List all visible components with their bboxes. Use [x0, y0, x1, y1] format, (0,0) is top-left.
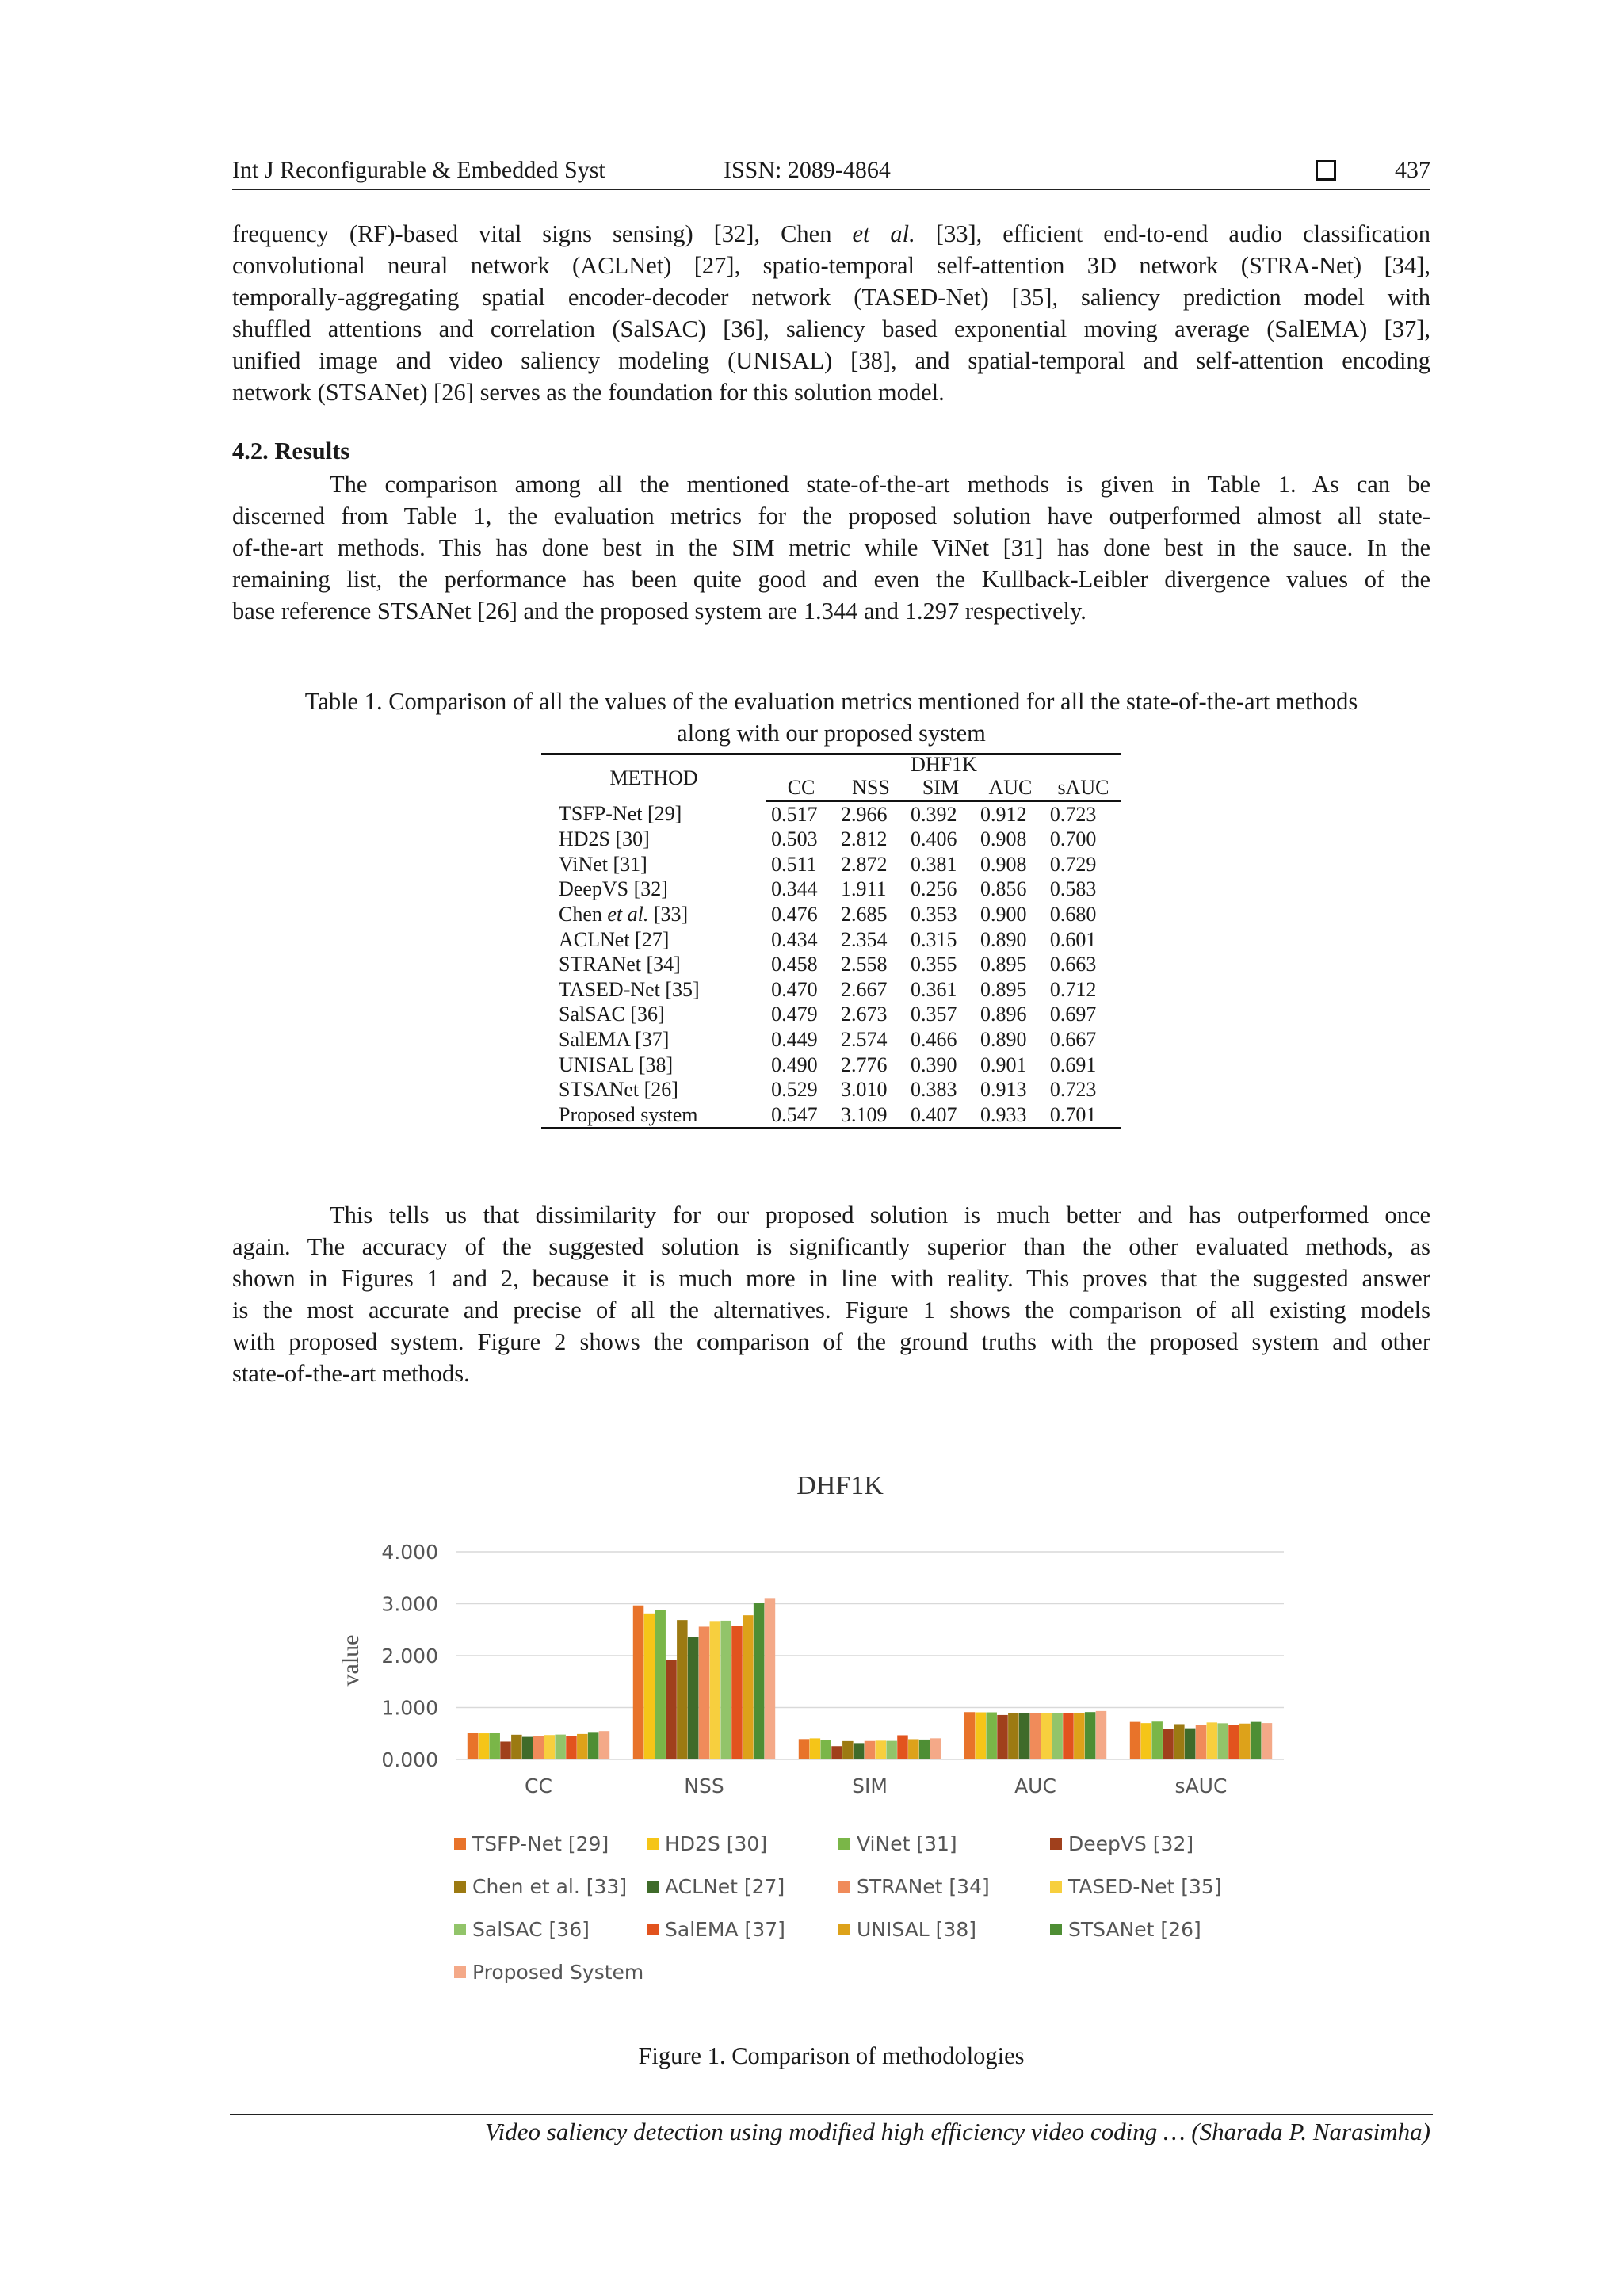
- value-cell: 1.911: [841, 877, 887, 901]
- legend-swatch: [454, 1881, 466, 1893]
- discussion-paragraph: [232, 1199, 1430, 1389]
- bar: [655, 1610, 666, 1759]
- y-tick-label: 2.000: [381, 1645, 438, 1668]
- bar: [1030, 1713, 1041, 1759]
- value-cell: 0.890: [980, 927, 1027, 951]
- bar: [986, 1713, 997, 1759]
- running-footer: Video saliency detection using modified high efficiency video coding … (Sharada P. Narasimha): [485, 2118, 1430, 2145]
- legend-swatch: [1050, 1838, 1062, 1850]
- method-cell: ViNet [31]: [559, 852, 647, 876]
- text-line: frequency (RF)-based vital signs sensing) [32], Chen et al. [33], efficient end-to-end audio classification: [232, 220, 1430, 247]
- legend-label: STRANet [34]: [857, 1875, 990, 1898]
- table-caption-line-2: along with our proposed system: [677, 720, 986, 747]
- section-heading: 4.2. Results: [232, 437, 350, 464]
- table-row: [541, 952, 1121, 977]
- value-cell: 0.583: [1049, 877, 1097, 901]
- value-cell: 2.574: [841, 1027, 888, 1051]
- bar: [897, 1735, 908, 1759]
- value-cell: 0.601: [1049, 927, 1097, 951]
- bar: [1085, 1712, 1096, 1759]
- column-header: NSS: [836, 775, 906, 801]
- x-tick-label: AUC: [1014, 1775, 1056, 1797]
- table-row: [541, 827, 1121, 852]
- bar: [1008, 1713, 1019, 1759]
- value-cell: 0.680: [1049, 902, 1097, 926]
- bar: [831, 1746, 842, 1759]
- legend-label: Chen et al. [33]: [472, 1875, 628, 1898]
- results-paragraph: [232, 468, 1430, 627]
- value-cell: 0.895: [980, 953, 1027, 976]
- value-cell: 0.476: [771, 902, 818, 926]
- bar: [666, 1660, 677, 1759]
- value-cell: 0.256: [911, 877, 957, 901]
- value-cell: 0.667: [1049, 1027, 1097, 1051]
- legend-label: SalSAC [36]: [472, 1918, 590, 1941]
- value-cell: 2.776: [841, 1052, 888, 1076]
- legend-label: HD2S [30]: [665, 1832, 768, 1855]
- bar: [997, 1715, 1008, 1759]
- bar: [865, 1741, 876, 1759]
- value-cell: 0.390: [911, 1052, 957, 1076]
- value-cell: 0.723: [1049, 802, 1097, 826]
- column-header: sAUC: [1045, 775, 1121, 801]
- value-cell: 0.517: [771, 802, 818, 826]
- legend-swatch: [454, 1838, 466, 1850]
- value-cell: 0.900: [980, 902, 1027, 926]
- value-cell: 2.667: [841, 977, 888, 1001]
- value-cell: 0.353: [911, 902, 957, 926]
- legend-swatch: [647, 1924, 659, 1935]
- table-row: [541, 1052, 1121, 1078]
- value-cell: 0.449: [771, 1027, 818, 1051]
- running-header: [232, 157, 1430, 190]
- method-cell: UNISAL [38]: [559, 1052, 674, 1076]
- bar: [1019, 1713, 1030, 1759]
- bar: [577, 1734, 588, 1759]
- text-line: network (STSANet) [26] serves as the foundation for this solution model.: [232, 379, 945, 406]
- legend-swatch: [838, 1881, 850, 1893]
- value-cell: 0.908: [980, 852, 1027, 876]
- method-cell: ACLNet [27]: [559, 927, 670, 951]
- value-cell: 0.856: [980, 877, 1027, 901]
- bar: [468, 1733, 479, 1759]
- comparison-bar-chart: [317, 1458, 1316, 1989]
- square-bullet-icon: [1316, 160, 1336, 181]
- y-tick-label: 0.000: [381, 1748, 438, 1771]
- bar: [964, 1712, 976, 1759]
- value-cell: 0.381: [911, 852, 957, 876]
- method-cell: STSANet [26]: [559, 1078, 678, 1102]
- table-row: [541, 1002, 1121, 1027]
- bar: [1096, 1711, 1107, 1759]
- bar: [522, 1737, 533, 1759]
- figure-caption: Figure 1. Comparison of methodologies: [638, 2042, 1025, 2069]
- bar: [489, 1733, 500, 1759]
- y-tick-label: 4.000: [381, 1541, 438, 1564]
- bar: [731, 1626, 743, 1759]
- bar: [500, 1741, 511, 1759]
- value-cell: 0.392: [911, 802, 957, 826]
- value-cell: 2.673: [841, 1003, 888, 1026]
- bar: [677, 1620, 688, 1759]
- value-cell: 0.913: [980, 1078, 1027, 1102]
- value-cell: 0.315: [911, 927, 957, 951]
- value-cell: 3.109: [836, 1102, 906, 1129]
- bar: [710, 1621, 721, 1759]
- table-header-row: [541, 754, 1121, 775]
- method-cell: STRANet [34]: [559, 953, 681, 976]
- value-cell: 0.691: [1049, 1052, 1097, 1076]
- value-cell: 3.010: [841, 1078, 888, 1102]
- text-line: shuffled attentions and correlation (SalSAC) [36], saliency based exponential moving average (SalEMA) [37],: [232, 315, 1430, 342]
- text-line: This tells us that dissimilarity for our proposed solution is much better and has outperformed once: [330, 1201, 1430, 1228]
- value-cell: 0.407: [906, 1102, 976, 1129]
- value-cell: 0.901: [980, 1052, 1027, 1076]
- y-tick-label: 1.000: [381, 1696, 438, 1720]
- bar: [810, 1738, 820, 1759]
- bar: [1141, 1723, 1152, 1759]
- legend-label: ViNet [31]: [857, 1832, 957, 1855]
- bar: [886, 1741, 897, 1759]
- bar: [876, 1740, 887, 1759]
- bar: [533, 1736, 544, 1759]
- value-cell: 0.458: [771, 953, 818, 976]
- footer-rule: [230, 2114, 1433, 2115]
- table-row: [541, 1077, 1121, 1102]
- legend-swatch: [647, 1838, 659, 1850]
- legend-label: Proposed System: [472, 1961, 644, 1984]
- legend-swatch: [454, 1966, 466, 1978]
- value-cell: 0.712: [1049, 977, 1097, 1001]
- bar: [1052, 1713, 1063, 1759]
- legend-label: STSANet [26]: [1068, 1918, 1201, 1941]
- legend-label: TASED-Net [35]: [1068, 1875, 1222, 1898]
- value-cell: 0.383: [911, 1078, 957, 1102]
- text-line: remaining list, the performance has been quite good and even the Kullback-Leibler divergence values of the: [232, 566, 1430, 593]
- bar: [1185, 1729, 1196, 1759]
- table-row: [541, 902, 1121, 927]
- table-row: [541, 877, 1121, 902]
- text-line: state-of-the-art methods.: [232, 1360, 470, 1387]
- legend-swatch: [454, 1924, 466, 1935]
- bar: [633, 1606, 644, 1759]
- x-tick-label: SIM: [852, 1775, 888, 1797]
- bar: [566, 1736, 577, 1759]
- bar: [599, 1731, 610, 1759]
- bar: [743, 1615, 754, 1759]
- bar: [1130, 1722, 1141, 1759]
- value-cell: 2.812: [841, 827, 888, 851]
- bar: [854, 1743, 865, 1759]
- bar: [588, 1732, 599, 1759]
- method-cell: Proposed system: [541, 1102, 766, 1129]
- value-cell: 0.547: [766, 1102, 836, 1129]
- bar: [930, 1738, 941, 1759]
- text-line: convolutional neural network (ACLNet) [27], spatio-temporal self-attention 3D network (STRA-Net) [34],: [232, 252, 1430, 279]
- value-cell: 2.872: [841, 852, 888, 876]
- column-header: AUC: [976, 775, 1045, 801]
- value-cell: 0.490: [771, 1052, 818, 1076]
- table-caption-line-1: Table 1. Comparison of all the values of the evaluation metrics mentioned for all the state-of-the-art methods: [304, 688, 1358, 715]
- value-cell: 2.966: [841, 802, 888, 826]
- table-row: [541, 1027, 1121, 1052]
- text-line: The comparison among all the mentioned state-of-the-art methods is given in Table 1. As can be: [330, 471, 1430, 498]
- y-tick-label: 3.000: [381, 1592, 438, 1616]
- results-table: [541, 753, 1121, 1129]
- bar: [479, 1733, 490, 1759]
- value-cell: 0.357: [911, 1003, 957, 1026]
- text-line: of-the-art methods. This has done best in the SIM metric while ViNet [31] has done best in the sauce. In the: [232, 534, 1430, 561]
- value-cell: 0.479: [771, 1003, 818, 1026]
- method-cell: Chen et al. [33]: [559, 902, 689, 926]
- value-cell: 2.558: [841, 953, 888, 976]
- bar: [555, 1735, 566, 1759]
- column-header: CC: [766, 775, 836, 801]
- method-header: METHOD: [541, 754, 766, 801]
- value-cell: 0.729: [1049, 852, 1097, 876]
- bar: [799, 1739, 810, 1759]
- value-cell: 2.354: [841, 927, 888, 951]
- x-tick-label: CC: [525, 1775, 552, 1797]
- value-cell: 0.933: [976, 1102, 1045, 1129]
- bar: [1262, 1723, 1273, 1759]
- bar: [644, 1614, 655, 1759]
- legend-swatch: [838, 1838, 850, 1850]
- bar: [511, 1735, 522, 1759]
- value-cell: 0.503: [771, 827, 818, 851]
- text-line: shown in Figures 1 and 2, because it is much more in line with reality. This proves that the suggested answer: [232, 1265, 1430, 1292]
- bar: [1228, 1725, 1239, 1759]
- bar: [919, 1740, 930, 1759]
- text-line: base reference STSANet [26] and the proposed system are 1.344 and 1.297 respectively.: [232, 598, 1086, 625]
- legend-label: ACLNet [27]: [665, 1875, 785, 1898]
- journal-name: Int J Reconfigurable & Embedded Syst: [232, 157, 605, 183]
- table-row: [541, 801, 1121, 827]
- table-row: [541, 927, 1121, 953]
- value-cell: 0.908: [980, 827, 1027, 851]
- value-cell: 0.697: [1049, 1003, 1097, 1026]
- value-cell: 0.344: [771, 877, 818, 901]
- method-cell: TSFP-Net [29]: [559, 802, 682, 826]
- value-cell: 0.511: [771, 852, 817, 876]
- method-cell: TASED-Net [35]: [559, 977, 700, 1001]
- bar: [1251, 1722, 1262, 1759]
- value-cell: 0.355: [911, 953, 957, 976]
- bar: [820, 1740, 831, 1759]
- legend-label: TSFP-Net [29]: [472, 1832, 609, 1855]
- legend-swatch: [647, 1881, 659, 1893]
- value-cell: 0.700: [1049, 827, 1097, 851]
- legend-swatch: [1050, 1881, 1062, 1893]
- text-line: discerned from Table 1, the evaluation metrics for the proposed solution have outperformed almost all state-: [232, 502, 1430, 529]
- table-row: [541, 1102, 1121, 1129]
- bar: [1063, 1713, 1074, 1759]
- value-cell: 0.912: [980, 802, 1027, 826]
- method-cell: SalEMA [37]: [559, 1027, 670, 1051]
- value-cell: 0.466: [911, 1027, 957, 1051]
- value-cell: 0.890: [980, 1027, 1027, 1051]
- bar: [765, 1598, 776, 1759]
- table-row: [541, 977, 1121, 1003]
- value-cell: 0.723: [1049, 1078, 1097, 1102]
- value-cell: 0.895: [980, 977, 1027, 1001]
- text-line: temporally-aggregating spatial encoder-decoder network (TASED-Net) [35], saliency prediction model with: [232, 284, 1430, 311]
- y-axis-label: value: [338, 1634, 364, 1687]
- bar: [688, 1637, 699, 1759]
- x-tick-label: sAUC: [1174, 1775, 1228, 1797]
- bar: [1074, 1713, 1085, 1759]
- x-tick-label: NSS: [684, 1775, 724, 1797]
- method-cell: DeepVS [32]: [559, 877, 668, 901]
- legend-label: SalEMA [37]: [665, 1918, 785, 1941]
- value-cell: 0.896: [980, 1003, 1027, 1026]
- text-line: is the most accurate and precise of all the alternatives. Figure 1 shows the comparison of all existing models: [232, 1297, 1430, 1324]
- legend-label: UNISAL [38]: [857, 1918, 977, 1941]
- bar: [1041, 1713, 1052, 1759]
- legend-swatch: [1050, 1924, 1062, 1935]
- intro-paragraph: [232, 218, 1430, 408]
- legend-swatch: [838, 1924, 850, 1935]
- text-line: with proposed system. Figure 2 shows the comparison of the ground truths with the proposed system and other: [232, 1328, 1430, 1355]
- bar: [544, 1735, 556, 1759]
- bar: [842, 1741, 854, 1759]
- bar: [1239, 1724, 1251, 1759]
- method-cell: HD2S [30]: [559, 827, 650, 851]
- value-cell: 2.685: [841, 902, 888, 926]
- bar: [1151, 1721, 1163, 1759]
- bar: [976, 1713, 987, 1759]
- bar: [908, 1739, 919, 1759]
- value-cell: 0.663: [1049, 953, 1097, 976]
- bar: [1207, 1722, 1218, 1759]
- table-row: [541, 852, 1121, 877]
- bar: [1163, 1729, 1174, 1759]
- group-header: DHF1K: [766, 754, 1121, 775]
- bar: [1196, 1725, 1207, 1759]
- bar: [754, 1603, 765, 1759]
- value-cell: 0.434: [771, 927, 818, 951]
- chart-title: DHF1K: [796, 1471, 884, 1500]
- bar: [699, 1626, 710, 1759]
- issn: ISSN: 2089-4864: [724, 157, 891, 183]
- value-cell: 0.701: [1045, 1102, 1121, 1129]
- column-header: SIM: [906, 775, 976, 801]
- text-line: again. The accuracy of the suggested solution is significantly superior than the other evaluated methods, as: [232, 1233, 1430, 1260]
- text-line: unified image and video saliency modeling (UNISAL) [38], and spatial-temporal and self-attention encoding: [232, 347, 1430, 374]
- value-cell: 0.406: [911, 827, 957, 851]
- table-body: [541, 801, 1121, 1129]
- bar: [1217, 1723, 1228, 1759]
- value-cell: 0.361: [911, 977, 957, 1001]
- bar: [1174, 1724, 1185, 1759]
- value-cell: 0.529: [771, 1078, 818, 1102]
- bar: [720, 1621, 731, 1759]
- page-number: 437: [1395, 157, 1430, 183]
- legend-label: DeepVS [32]: [1068, 1832, 1194, 1855]
- value-cell: 0.470: [771, 977, 818, 1001]
- method-cell: SalSAC [36]: [559, 1003, 665, 1026]
